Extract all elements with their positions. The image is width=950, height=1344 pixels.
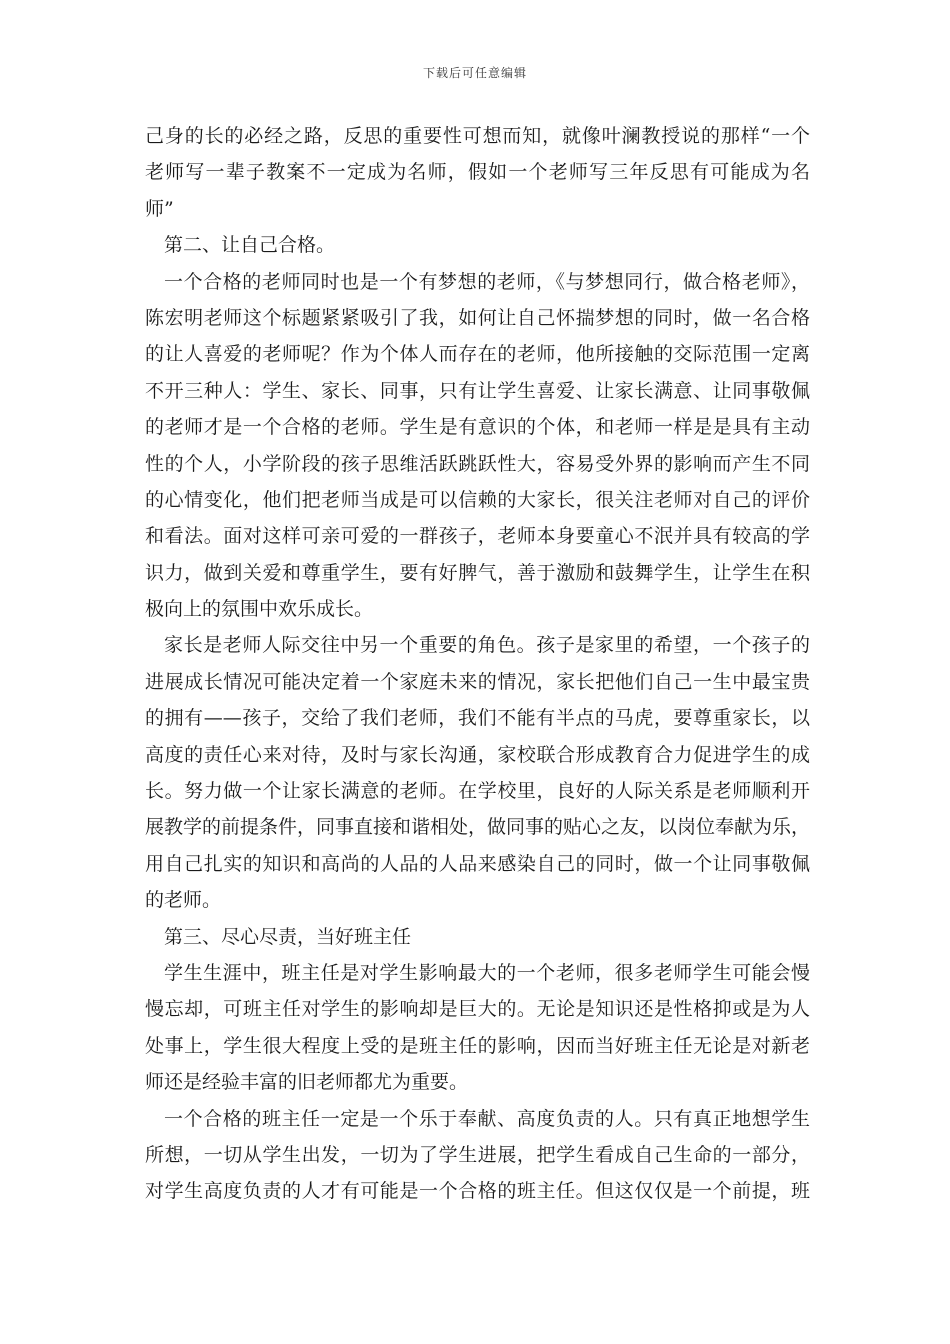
text-line: 一个合格的老师同时也是一个有梦想的老师，《与梦想同行，做合格老师》， <box>164 270 810 293</box>
text-line: 的让人喜爱的老师呢？作为个体人而存在的老师，他所接触的交际范围一定离 <box>145 343 810 366</box>
text-line: 第三、尽心尽责，当好班主任 <box>164 925 412 948</box>
text-line: 处事上，学生很大程度上受的是班主任的影响，因而当好班主任无论是对新老 <box>145 1034 810 1057</box>
text-line: 展教学的前提条件，同事直接和谐相处，做同事的贴心之友，以岗位奉献为乐， <box>145 816 811 839</box>
text-line: 的老师才是一个合格的老师。学生是有意识的个体，和老师一样是是具有主动 <box>145 416 810 439</box>
text-line: 师” <box>145 197 174 220</box>
text-line: 老师写一辈子教案不一定成为名师，假如一个老师写三年反思有可能成为名 <box>145 161 810 184</box>
text-line: 极向上的氛围中欢乐成长。 <box>145 598 374 621</box>
text-line: 识力，做到关爱和尊重学生，要有好脾气，善于激励和鼓舞学生，让学生在积 <box>145 561 810 584</box>
text-line: 的老师。 <box>145 889 222 912</box>
text-line: 性的个人，小学阶段的孩子思维活跃跳跃性大，容易受外界的影响而产生不同 <box>145 452 810 475</box>
text-line: 学生生涯中，班主任是对学生影响最大的一个老师，很多老师学生可能会慢 <box>164 961 810 984</box>
text-line: 的拥有——孩子，交给了我们老师，我们不能有半点的马虎，要尊重家长，以 <box>145 707 810 730</box>
text-line: 用自己扎实的知识和高尚的人品的人品来感染自己的同时，做一个让同事敬佩 <box>145 852 810 875</box>
text-line: 所想，一切从学生出发，一切为了学生进展，把学生看成自己生命的一部分， <box>145 1143 810 1166</box>
text-line: 不开三种人：学生、家长、同事，只有让学生喜爱、让家长满意、让同事敬佩 <box>145 379 810 402</box>
text-line: 和看法。面对这样可亲可爱的一群孩子，老师本身要童心不泯并具有较高的学 <box>145 525 810 548</box>
text-line: 己身的长的必经之路，反思的重要性可想而知，就像叶澜教授说的那样“一个 <box>145 125 810 147</box>
text-line: 一个合格的班主任一定是一个乐于奉献、高度负责的人。只有真正地想学生 <box>164 1107 810 1130</box>
text-line: 长。努力做一个让家长满意的老师。在学校里，良好的人际关系是老师顺利开 <box>145 780 810 803</box>
text-line: 陈宏明老师这个标题紧紧吸引了我，如何让自己怀揣梦想的同时，做一名合格 <box>145 306 810 329</box>
text-line: 的心情变化，他们把老师当成是可以信赖的大家长，很关注老师对自己的评价 <box>145 488 810 511</box>
text-line: 对学生高度负责的人才有可能是一个合格的班主任。但这仅仅是一个前提，班 <box>145 1180 810 1203</box>
page-header: 下载后可任意编辑 <box>422 66 527 80</box>
text-line: 第二、让自己合格。 <box>164 234 336 257</box>
text-line: 师还是经验丰富的旧老师都尤为重要。 <box>145 1071 469 1094</box>
document-body <box>145 118 810 1210</box>
text-line: 进展成长情况可能决定着一个家庭未来的情况，家长把他们自己一生中最宝贵 <box>145 670 810 693</box>
text-line: 家长是老师人际交往中另一个重要的角色。孩子是家里的希望，一个孩子的 <box>164 634 810 657</box>
text-line: 高度的责任心来对待，及时与家长沟通，家校联合形成教育合力促进学生的成 <box>145 743 810 766</box>
text-line: 慢忘却，可班主任对学生的影响却是巨大的。无论是知识还是性格抑或是为人 <box>145 998 810 1021</box>
